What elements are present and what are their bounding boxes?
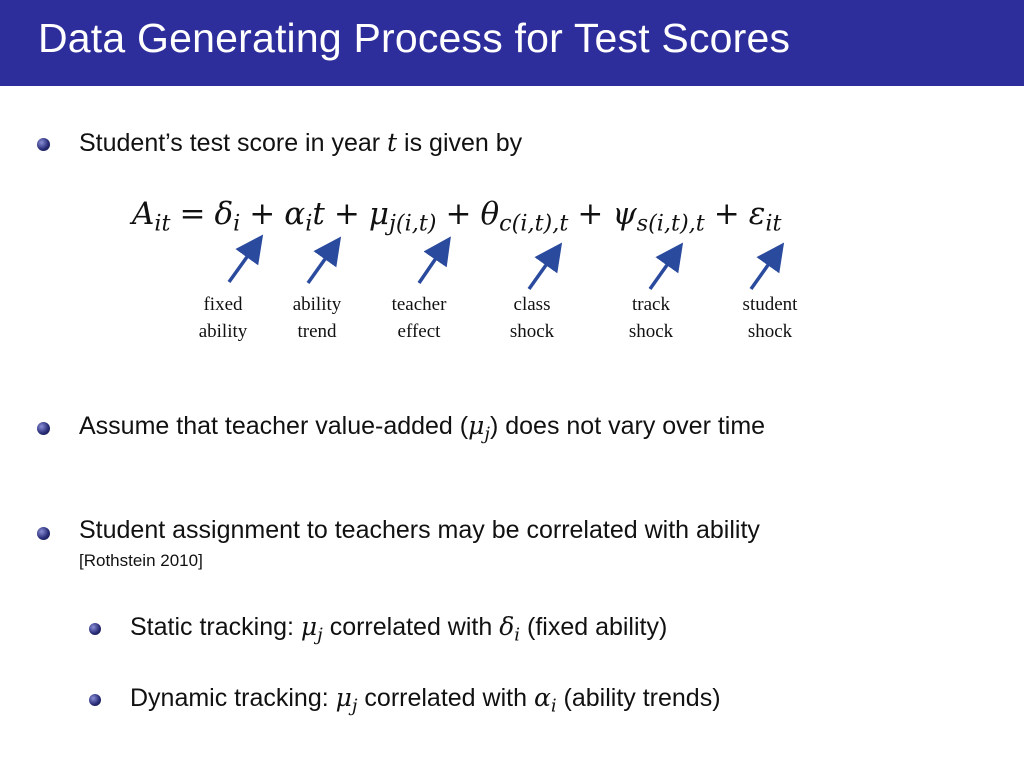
arrow-ability-trend (308, 245, 335, 283)
bullet-text-assignment: Student assignment to teachers may be correlated with ability (79, 516, 760, 544)
math-sub-i: i (550, 695, 557, 717)
formula-plus: + (577, 196, 604, 232)
label-line-1: student (742, 294, 798, 315)
label-ability-trend (272, 291, 362, 345)
math-var-mu: μ (300, 612, 318, 641)
bullet-icon (37, 422, 50, 435)
formula-epsilon: ε (748, 196, 766, 232)
citation: [Rothstein 2010] (79, 551, 203, 570)
label-line-1: fixed (203, 294, 243, 315)
math-sub-j: j (351, 695, 358, 717)
label-student-shock (725, 291, 815, 345)
slide-title: Data Generating Process for Test Scores (38, 15, 791, 61)
label-line-2: effect (397, 321, 441, 342)
label-teacher-effect (374, 291, 464, 345)
bullet-text-post: (ability trends) (556, 684, 721, 712)
formula-plus: + (249, 196, 276, 232)
formula-theta-sub: c(i,t),t (499, 210, 569, 237)
bullet-icon (37, 527, 50, 540)
label-line-2: shock (509, 321, 555, 342)
formula-psi-sub: s(i,t),t (636, 210, 705, 237)
bullet-text-pre: Student’s test score in year (79, 129, 388, 157)
label-line-2: trend (297, 321, 337, 342)
math-var-t: t (387, 128, 398, 157)
arrow-teacher-effect (419, 245, 445, 283)
label-line-1: track (632, 294, 670, 315)
formula-lhs: A (132, 196, 155, 232)
label-line-2: ability (198, 321, 248, 342)
label-track-shock (606, 291, 696, 345)
formula-theta: θ (480, 196, 500, 232)
arrow-track-shock (650, 251, 677, 289)
formula-alpha: α (284, 196, 306, 232)
bullet-text-mid: correlated with (322, 613, 500, 641)
formula-mu-sub: j(i,t) (388, 210, 437, 237)
bullet-text-post: ) does not vary over time (489, 412, 766, 440)
formula-plus: + (713, 196, 740, 232)
bullet-text-post: is given by (397, 129, 523, 157)
sub-bullet-icon (89, 694, 101, 706)
label-line-1: class (513, 294, 551, 315)
formula-t: t (312, 196, 325, 232)
formula-lhs-sub: it (154, 210, 171, 237)
arrow-fixed-ability (229, 243, 257, 282)
label-line-2: shock (747, 321, 793, 342)
arrow-class-shock (529, 251, 556, 289)
label-line-1: teacher (391, 294, 447, 315)
formula-equals: = (179, 196, 206, 232)
formula-plus: + (445, 196, 472, 232)
bullet-text-assume (79, 411, 765, 444)
sub-bullet-dynamic-tracking (130, 683, 721, 716)
math-var-mu: μ (468, 411, 485, 440)
bullet-text-post: (fixed ability) (520, 613, 668, 641)
math-var-mu: μ (335, 683, 352, 712)
label-class-shock (487, 291, 577, 345)
math-sub-i: i (514, 624, 521, 646)
formula-epsilon-sub: it (765, 210, 782, 237)
arrow-student-shock (751, 251, 778, 289)
math-var-alpha: α (533, 683, 551, 712)
bullet-text-pre: Dynamic tracking: (130, 684, 336, 712)
label-line-1: ability (292, 294, 342, 315)
formula-delta-sub: i (233, 210, 241, 237)
sub-bullet-icon (89, 623, 101, 635)
math-sub-j: j (484, 423, 490, 445)
bullet-text-pre: Static tracking: (130, 613, 301, 641)
label-line-2: shock (628, 321, 674, 342)
bullet-text-pre: Assume that teacher value-added ( (79, 412, 469, 440)
formula-mu: μ (368, 196, 389, 232)
label-fixed-ability (178, 291, 268, 345)
formula-delta: δ (214, 196, 234, 232)
formula-plus: + (333, 196, 360, 232)
formula-alpha-sub: i (305, 210, 313, 237)
math-var-delta: δ (499, 612, 515, 641)
bullet-text-mid: correlated with (357, 684, 534, 712)
formula-psi: ψ (612, 196, 637, 232)
math-sub-j: j (317, 624, 323, 646)
sub-bullet-static-tracking (130, 612, 667, 645)
